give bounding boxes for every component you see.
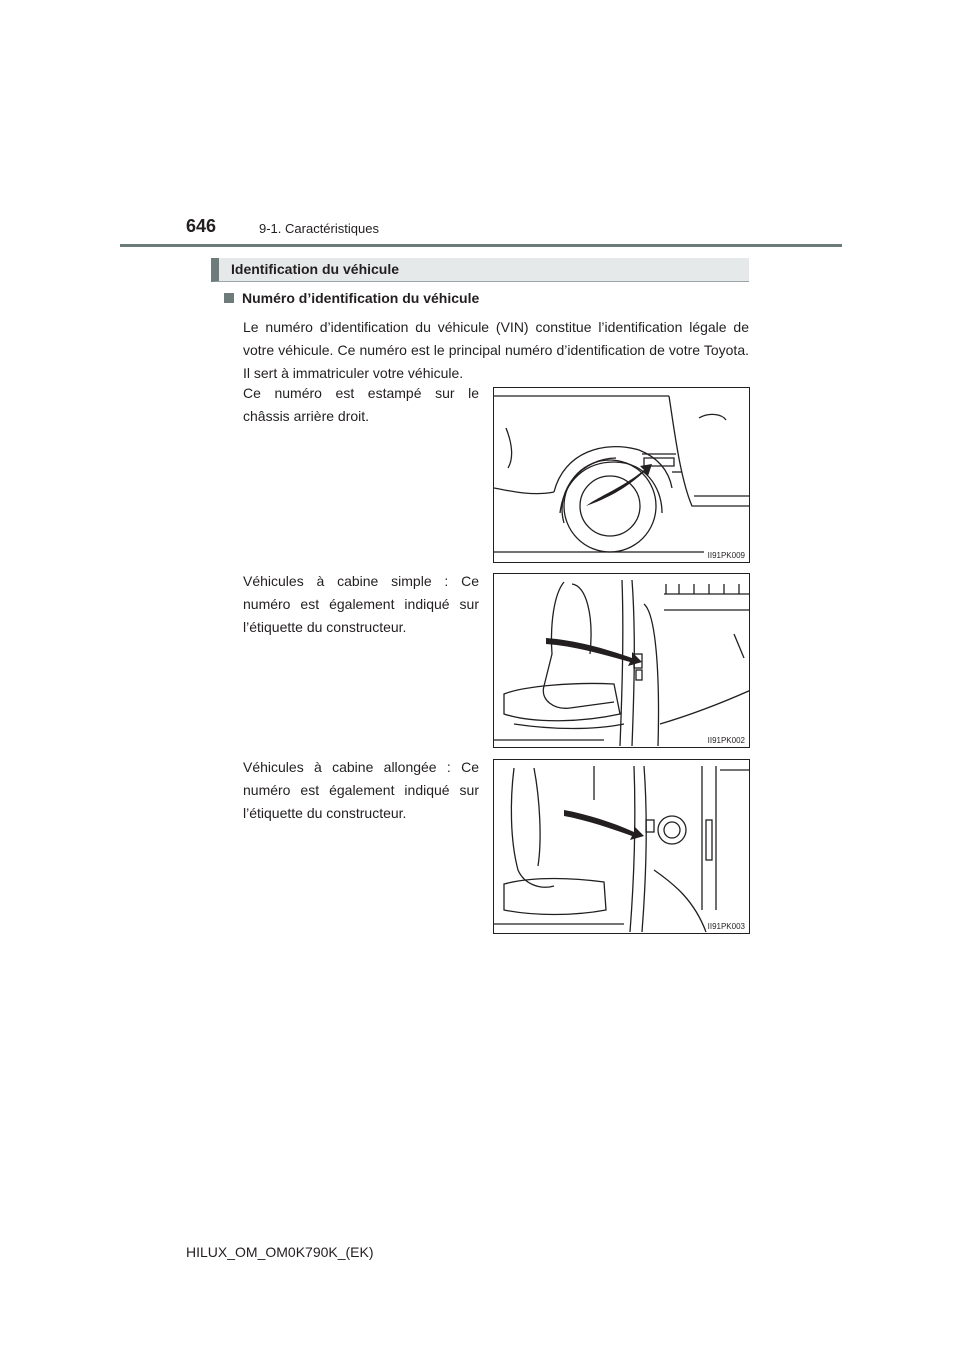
figure-code: II91PK009 <box>707 551 745 560</box>
item-heading <box>224 290 479 306</box>
figure-code: II91PK002 <box>707 736 745 745</box>
item-heading-text: Numéro d’identification du véhicule <box>242 290 480 306</box>
intro-paragraph: Le numéro d’identification du véhicule (VIN) constitue l’identification légale de votre véhicule. Ce numéro est le principal numéro d’identification de votre Toyota. Il sert à immatriculer votre véhicule. <box>243 319 749 381</box>
figure-2-caption: Véhicules à cabine simple : Ce numéro est également indiqué sur l’étiquette du constructeur. <box>243 573 479 635</box>
section-title: Identification du véhicule <box>231 261 400 277</box>
figure-extended-cab <box>493 759 750 934</box>
figure-rear-frame <box>493 387 750 563</box>
square-bullet-icon <box>224 293 234 303</box>
page-number: 646 <box>186 216 217 236</box>
figure-code: II91PK003 <box>707 922 745 931</box>
figure-1-caption: Ce numéro est estampé sur le châssis arrière droit. <box>243 385 479 424</box>
extended-cab-illustration <box>494 760 750 934</box>
header-rule <box>120 244 842 247</box>
rear-frame-illustration <box>494 388 750 563</box>
document-code: HILUX_OM_OM0K790K_(EK) <box>186 1244 374 1260</box>
chapter-title: 9-1. Caractéristiques <box>259 221 379 236</box>
section-header <box>211 258 749 282</box>
figure-single-cab <box>493 573 750 748</box>
figure-3-caption: Véhicules à cabine allongée : Ce numéro est également indiqué sur l’étiquette du constructeur. <box>243 759 479 821</box>
single-cab-illustration <box>494 574 750 748</box>
